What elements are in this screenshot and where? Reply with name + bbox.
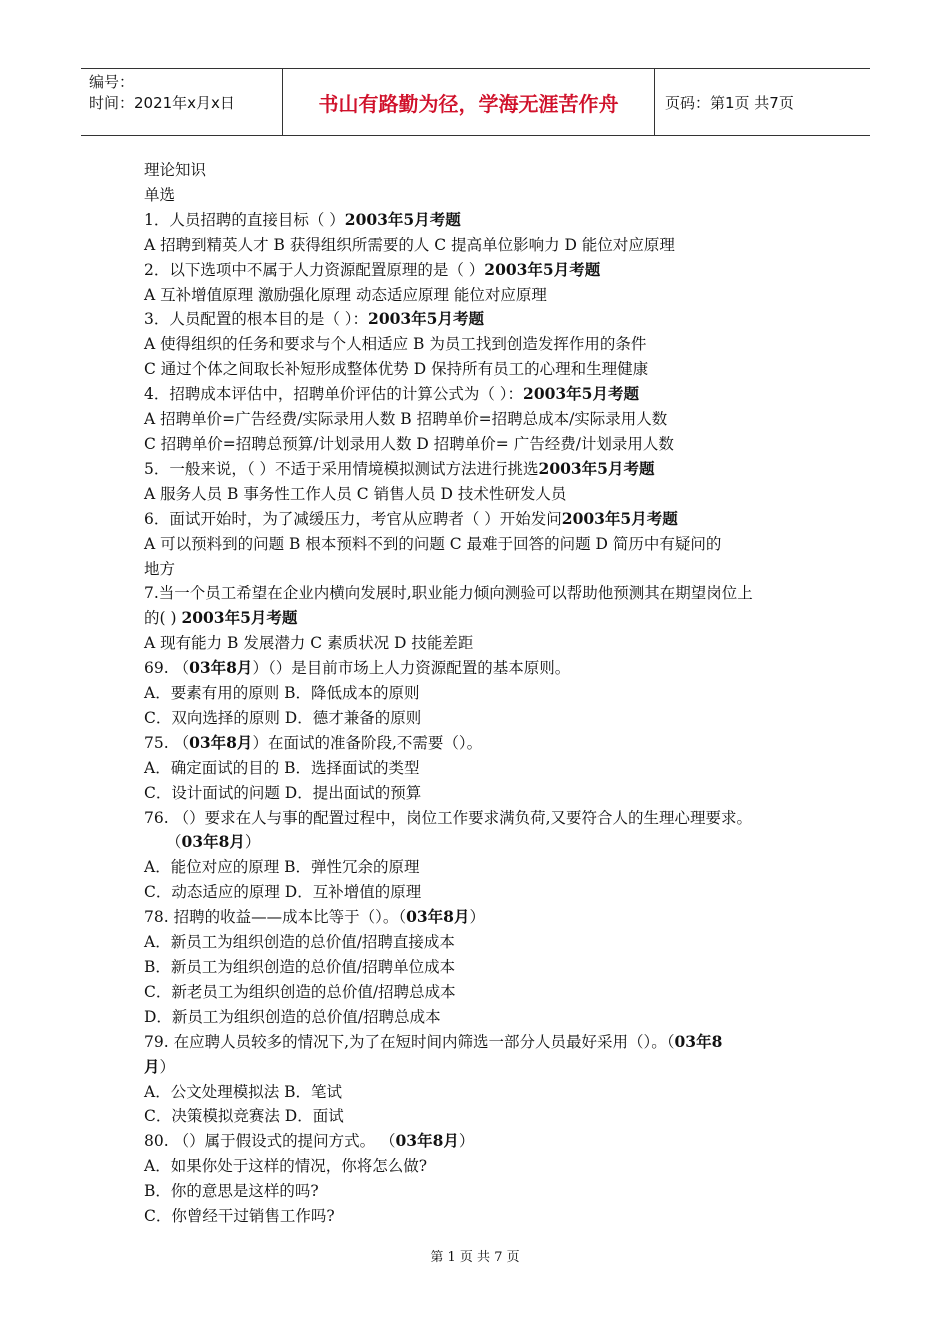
- text-line: [144, 183, 814, 208]
- exam-date-tag: 03年8月: [189, 732, 253, 752]
- text-line: [144, 581, 814, 606]
- line-text: C．你曾经干过销售工作吗?: [144, 1207, 335, 1226]
- exam-date-tag: 03年8月: [395, 1131, 459, 1151]
- line-text: B．新员工为组织创造的总价值/招聘单位成本: [144, 958, 456, 976]
- line-text: 78. 招聘的收益——成本比等于（）。（: [144, 908, 407, 927]
- line-text: 2．以下选项中不属于人力资源配置原理的是（ ）: [144, 260, 485, 279]
- text-line: [144, 656, 814, 681]
- doc-number-label: 编号：: [89, 73, 135, 91]
- line-text: ）: [159, 1057, 176, 1076]
- line-text: ）: [244, 833, 261, 852]
- exam-date-tag: 03年8月: [181, 832, 245, 852]
- text-line: [144, 930, 814, 955]
- text-line: [144, 731, 814, 756]
- header-meta: [81, 69, 282, 135]
- text-line: [144, 507, 814, 532]
- line-text: A．确定面试的目的 B．选择面试的类型: [144, 758, 420, 777]
- line-text: A 招聘到精英人才 B 获得组织所需要的人 C 提高单位影响力 D 能位对应原理: [144, 235, 675, 254]
- text-line: [144, 905, 814, 930]
- line-text: （: [166, 833, 182, 852]
- text-line: [144, 1104, 814, 1129]
- text-line: [144, 855, 814, 880]
- text-line: [144, 706, 814, 731]
- line-text: D．新员工为组织创造的总价值/招聘总成本: [144, 1007, 441, 1026]
- line-text: C．新老员工为组织创造的总价值/招聘总成本: [144, 982, 456, 1001]
- text-line: [144, 1154, 814, 1179]
- text-line: [144, 283, 814, 308]
- text-line: [144, 1179, 814, 1204]
- exam-date-tag: 2003年5月考题: [484, 259, 601, 279]
- line-text: ）: [458, 1132, 475, 1151]
- text-line: [144, 158, 814, 183]
- exam-date-tag: 2003年5月考题: [368, 309, 484, 329]
- line-text: 地方: [144, 559, 176, 578]
- text-line: [144, 1080, 814, 1105]
- document-body: [144, 158, 814, 1229]
- line-text: ）: [469, 908, 485, 927]
- text-line: [144, 258, 814, 283]
- text-line: [144, 1030, 814, 1055]
- text-line: [144, 208, 814, 233]
- line-text: C 招聘单价=招聘总预算/计划录用人数 D 招聘单价= 广告经费/计划录用人数: [144, 434, 674, 453]
- line-text: A．新员工为组织创造的总价值/招聘直接成本: [144, 933, 455, 952]
- line-text: A．如果你处于这样的情况，你将怎么做?: [144, 1157, 428, 1176]
- line-text: 80. （）属于假设式的提问方式。 （: [144, 1132, 396, 1151]
- text-line: [144, 980, 814, 1005]
- exam-date-tag: 03年8: [674, 1031, 723, 1051]
- text-line: [144, 830, 814, 855]
- line-text: A 招聘单价=广告经费/实际录用人数 B 招聘单价=招聘总成本/实际录用人数: [144, 410, 668, 429]
- text-line: [144, 1129, 814, 1154]
- text-line: [144, 1204, 814, 1229]
- exam-date-tag: 2003年5月考题: [561, 508, 678, 528]
- line-text: 7.当一个员工希望在企业内横向发展时,职业能力倾向测验可以帮助他预测其在期望岗位上: [144, 584, 753, 603]
- text-line: [144, 457, 814, 482]
- exam-date-tag: 2003年5月考题: [181, 608, 298, 628]
- line-text: 5．一般来说，（ ）不适于采用情境模拟测试方法进行挑选: [144, 459, 539, 478]
- text-line: [144, 407, 814, 432]
- page-header: [81, 68, 870, 136]
- exam-date-tag: 2003年5月考题: [538, 458, 655, 478]
- text-line: [144, 482, 814, 507]
- line-text: 单选: [144, 185, 176, 204]
- doc-time-label: 时间：2021年x月x日: [89, 94, 235, 112]
- line-text: A 服务人员 B 事务性工作人员 C 销售人员 D 技术性研发人员: [144, 484, 567, 503]
- text-line: [144, 233, 814, 258]
- line-text: 69. （: [144, 659, 190, 678]
- text-line: [144, 955, 814, 980]
- text-line: [144, 631, 814, 656]
- page-footer: 第 1 页 共 7 页: [430, 1250, 520, 1265]
- text-line: [144, 432, 814, 457]
- line-text: ）（）是目前市场上人力资源配置的基本原则。: [252, 659, 571, 678]
- line-text: A．要素有用的原则 B．降低成本的原则: [144, 684, 420, 703]
- text-line: [144, 382, 814, 407]
- header-motto: 书山有路勤为径，学海无涯苦作舟: [282, 69, 655, 135]
- line-text: A 使得组织的任务和要求与个人相适应 B 为员工找到创造发挥作用的条件: [144, 335, 647, 354]
- line-text: C．动态适应的原理 D．互补增值的原理: [144, 883, 422, 902]
- line-text: A．能位对应的原理 B．弹性冗余的原理: [144, 858, 420, 877]
- line-text: A 互补增值原理 激励强化原理 动态适应原理 能位对应原理: [144, 285, 547, 304]
- exam-date-tag: 2003年5月考题: [523, 384, 639, 404]
- line-text: 1．人员招聘的直接目标（ ）: [144, 210, 345, 229]
- line-text: A 现有能力 B 发展潜力 C 素质状况 D 技能差距: [144, 634, 474, 653]
- exam-date-tag: 03年8月: [406, 907, 470, 927]
- line-text: B．你的意思是这样的吗?: [144, 1182, 319, 1201]
- exam-date-tag: 2003年5月考题: [344, 209, 461, 229]
- line-text: 75. （: [144, 733, 190, 752]
- line-text: C 通过个体之间取长补短形成整体优势 D 保持所有员工的心理和生理健康: [144, 360, 649, 379]
- text-line: [144, 307, 814, 332]
- line-text: 3．人员配置的根本目的是（ ）：: [144, 310, 369, 329]
- text-line: [144, 332, 814, 357]
- line-text: 79. 在应聘人员较多的情况下,为了在短时间内筛选一部分人员最好采用（）。（: [144, 1032, 675, 1051]
- line-text: 的( ): [144, 609, 182, 628]
- line-text: ）在面试的准备阶段,不需要（）。: [252, 733, 483, 752]
- text-line: [144, 532, 814, 557]
- line-text: A．公文处理模拟法 B．笔试: [144, 1082, 343, 1101]
- exam-date-tag: 月: [144, 1056, 160, 1076]
- page-number-label: 页码：第1页 共7页: [665, 93, 794, 112]
- text-line: [144, 681, 814, 706]
- line-text: A 可以预料到的问题 B 根本预料不到的问题 C 最难于回答的问题 D 简历中有疑问的: [144, 534, 722, 553]
- text-line: [144, 557, 814, 582]
- text-line: [144, 781, 814, 806]
- text-line: [144, 606, 814, 631]
- line-text: C．决策模拟竞赛法 D．面试: [144, 1107, 344, 1126]
- text-line: [144, 1055, 814, 1080]
- text-line: [144, 357, 814, 382]
- text-line: [144, 756, 814, 781]
- line-text: 4．招聘成本评估中，招聘单价评估的计算公式为（ ）：: [144, 385, 524, 404]
- line-text: 理论知识: [144, 161, 207, 179]
- line-text: C．双向选择的原则 D．德才兼备的原则: [144, 708, 422, 727]
- text-line: [144, 806, 814, 831]
- line-text: 6．面试开始时，为了减缓压力，考官从应聘者（ ）开始发问: [144, 509, 562, 528]
- text-line: [144, 1005, 814, 1030]
- line-text: 76. （）要求在人与事的配置过程中，岗位工作要求满负荷,又要符合人的生理心理要求。: [144, 808, 753, 827]
- exam-date-tag: 03年8月: [189, 658, 253, 678]
- line-text: C．设计面试的问题 D．提出面试的预算: [144, 783, 422, 802]
- text-line: [144, 880, 814, 905]
